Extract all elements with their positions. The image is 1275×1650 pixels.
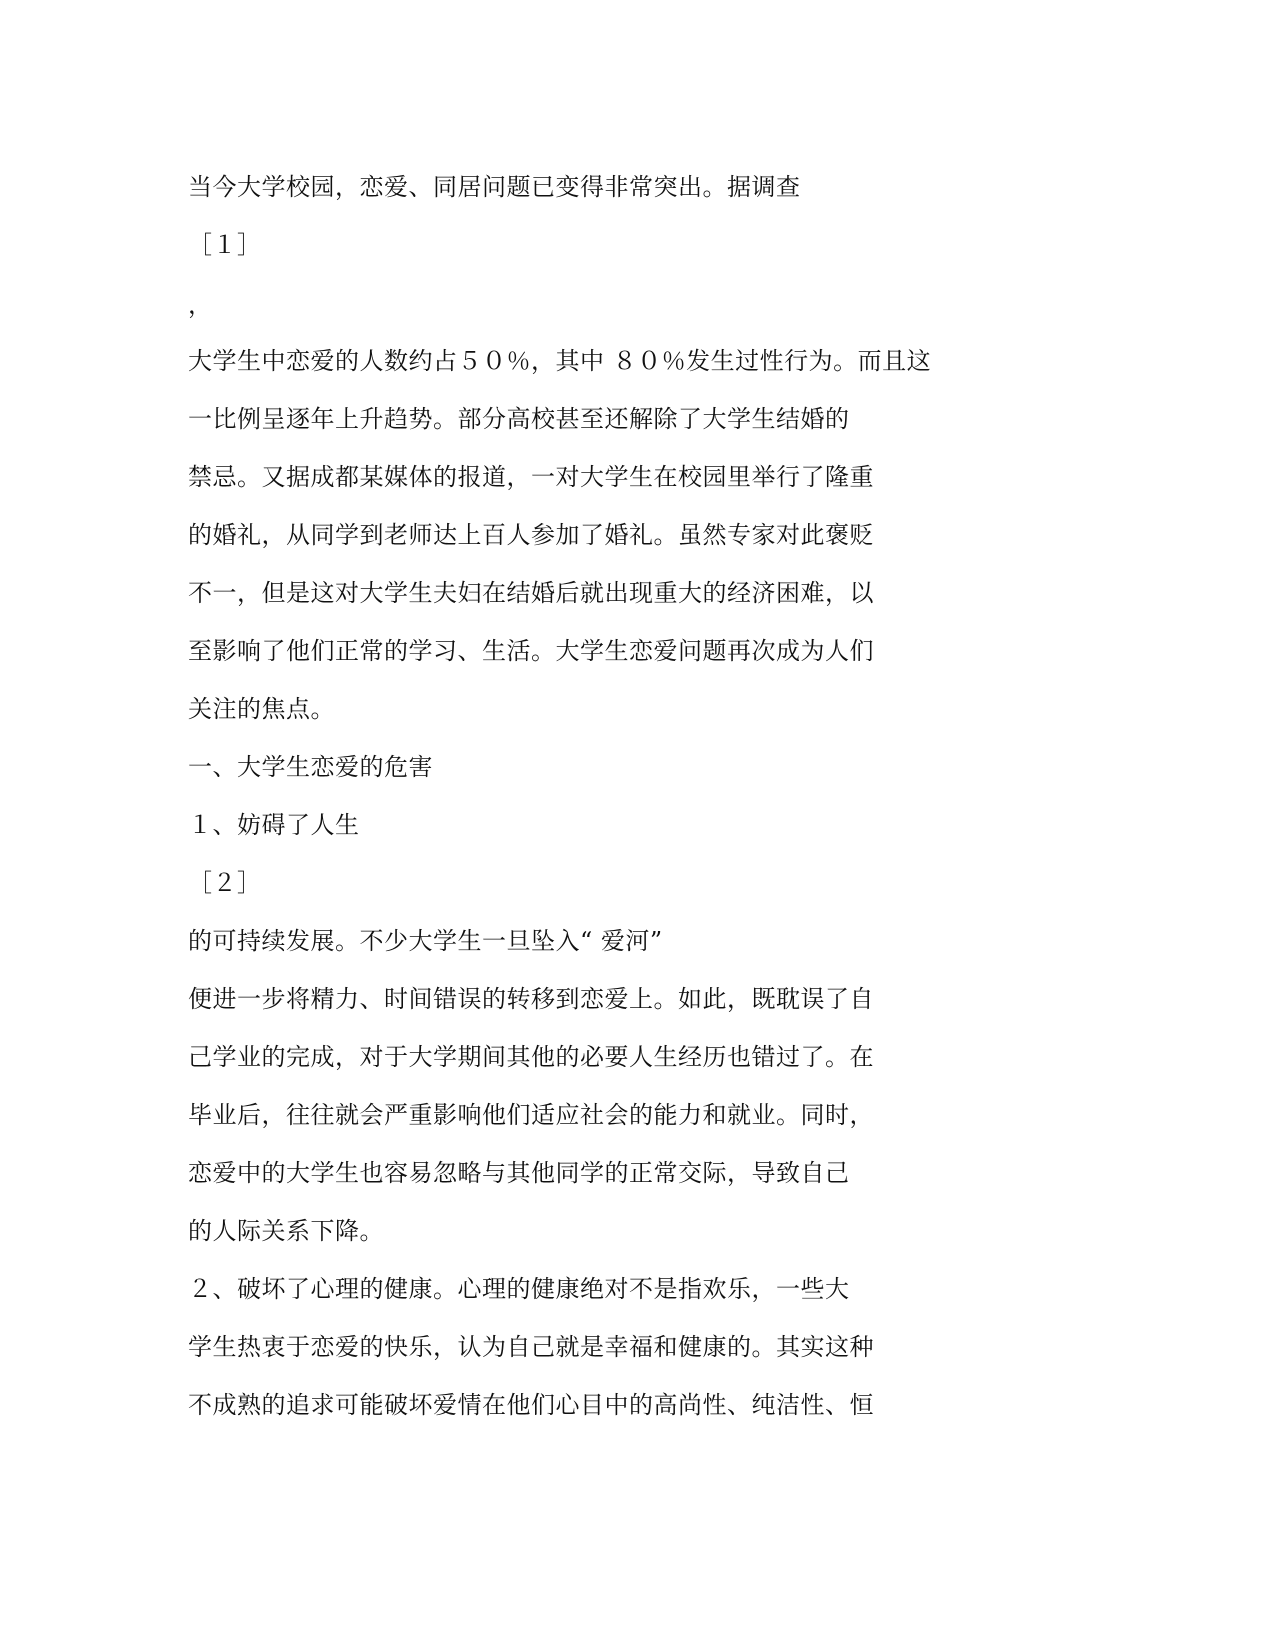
paragraph-line: 一比例呈逐年上升趋势。部分高校甚至还解除了大学生结婚的 — [188, 405, 850, 433]
paragraph-line: 禁忌。又据成都某媒体的报道，一对大学生在校园里举行了隆重 — [188, 463, 874, 491]
paragraph-line: ， — [188, 291, 213, 319]
paragraph-line: 不成熟的追求可能破坏爱情在他们心目中的高尚性、纯洁性、恒 — [188, 1391, 874, 1419]
subsection-heading: ２、破坏了心理的健康。心理的健康绝对不是指欢乐，一些大 — [188, 1275, 850, 1303]
paragraph-line: 不一，但是这对大学生夫妇在结婚后就出现重大的经济困难，以 — [188, 579, 874, 607]
paragraph-line: 恋爱中的大学生也容易忽略与其他同学的正常交际，导致自己 — [188, 1159, 850, 1187]
subsection-heading: １、妨碍了人生 — [188, 811, 360, 839]
paragraph-line: 的可持续发展。不少大学生一旦坠入“ 爱河” — [188, 927, 663, 955]
paragraph-line: 至影响了他们正常的学习、生活。大学生恋爱问题再次成为人们 — [188, 637, 874, 665]
paragraph-line: 便进一步将精力、时间错误的转移到恋爱上。如此，既耽误了自 — [188, 985, 874, 1013]
paragraph-line: 关注的焦点。 — [188, 695, 335, 723]
paragraph-line: 的人际关系下降。 — [188, 1217, 384, 1245]
paragraph-line: 己学业的完成，对于大学期间其他的必要人生经历也错过了。在 — [188, 1043, 874, 1071]
paragraph-line: 当今大学校园，恋爱、同居问题已变得非常突出。据调查 — [188, 173, 801, 201]
paragraph-line: 的婚礼，从同学到老师达上百人参加了婚礼。虽然专家对此褒贬 — [188, 521, 874, 549]
paragraph-line: 大学生中恋爱的人数约占５０％，其中 ８０％发生过性行为。而且这 — [188, 347, 932, 375]
paragraph-line: 学生热衷于恋爱的快乐，认为自己就是幸福和健康的。其实这种 — [188, 1333, 874, 1361]
paragraph-line: 毕业后，往往就会严重影响他们适应社会的能力和就业。同时， — [188, 1101, 874, 1129]
citation-marker: ［１］ — [188, 231, 262, 259]
section-heading: 一、大学生恋爱的危害 — [188, 753, 433, 781]
citation-marker: ［２］ — [188, 869, 262, 897]
